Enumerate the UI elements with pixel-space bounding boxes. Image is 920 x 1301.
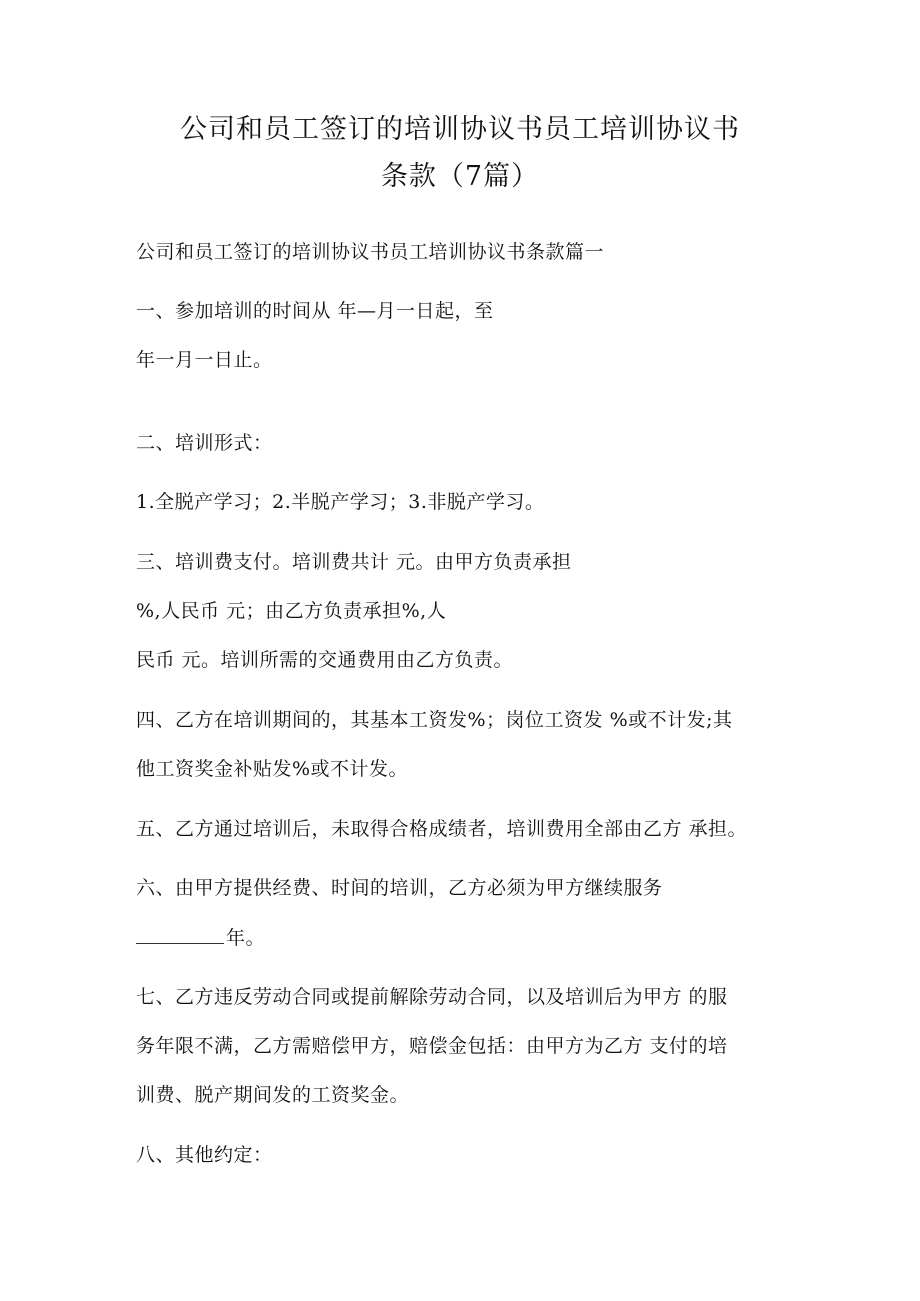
clause-3-line-1: 三、培训费支付。培训费共计 元。由甲方负责承担 [136, 551, 572, 573]
clause-4-line-1: 四、乙方在培训期间的，其基本工资发%；岗位工资发 %或不计发;其 [136, 709, 733, 731]
clause-7-line-2: 务年限不满，乙方需赔偿甲方，赔偿金包括：由甲方为乙方 支付的培 [136, 1035, 728, 1057]
clause-3-line-3: 民币 元。培训所需的交通费用由乙方负责。 [136, 649, 514, 671]
section-heading: 公司和员工签订的培训协议书员工培训协议书条款篇一 [136, 241, 605, 263]
clause-1-line-2: 年一月一日止。 [136, 349, 273, 371]
clause-3-line-2: %,人民币 元；由乙方负责承担%,人 [136, 600, 447, 622]
clause-7-line-3: 训费、脱产期间发的工资奖金。 [136, 1084, 410, 1106]
clause-2-heading: 二、培训形式： [136, 432, 273, 454]
clause-8-heading: 八、其他约定： [136, 1144, 273, 1166]
document-title-line-1: 公司和员工签订的培训协议书员工培训协议书 [180, 114, 740, 145]
clause-6-year-text: 年。 [226, 927, 266, 949]
fill-in-blank [136, 929, 224, 944]
clause-4-line-2: 他工资奖金补贴发%或不计发。 [136, 758, 409, 780]
clause-7-line-1: 七、乙方违反劳动合同或提前解除劳动合同，以及培训后为甲方 的服 [136, 986, 728, 1008]
document-title-line-2: 条款（7篇） [380, 161, 540, 192]
clause-5: 五、乙方通过培训后，未取得合格成绩者，培训费用全部由乙方 承担。 [136, 818, 748, 840]
clause-6-line-2 [136, 929, 265, 948]
clause-2-options: 1.全脱产学习；2.半脱产学习；3.非脱产学习。 [136, 491, 545, 513]
clause-1-line-1: 一、参加培训的时间从 年—月一日起，至 [136, 300, 494, 322]
clause-6-line-1: 六、由甲方提供经费、时间的培训，乙方必须为甲方继续服务 [136, 877, 663, 899]
